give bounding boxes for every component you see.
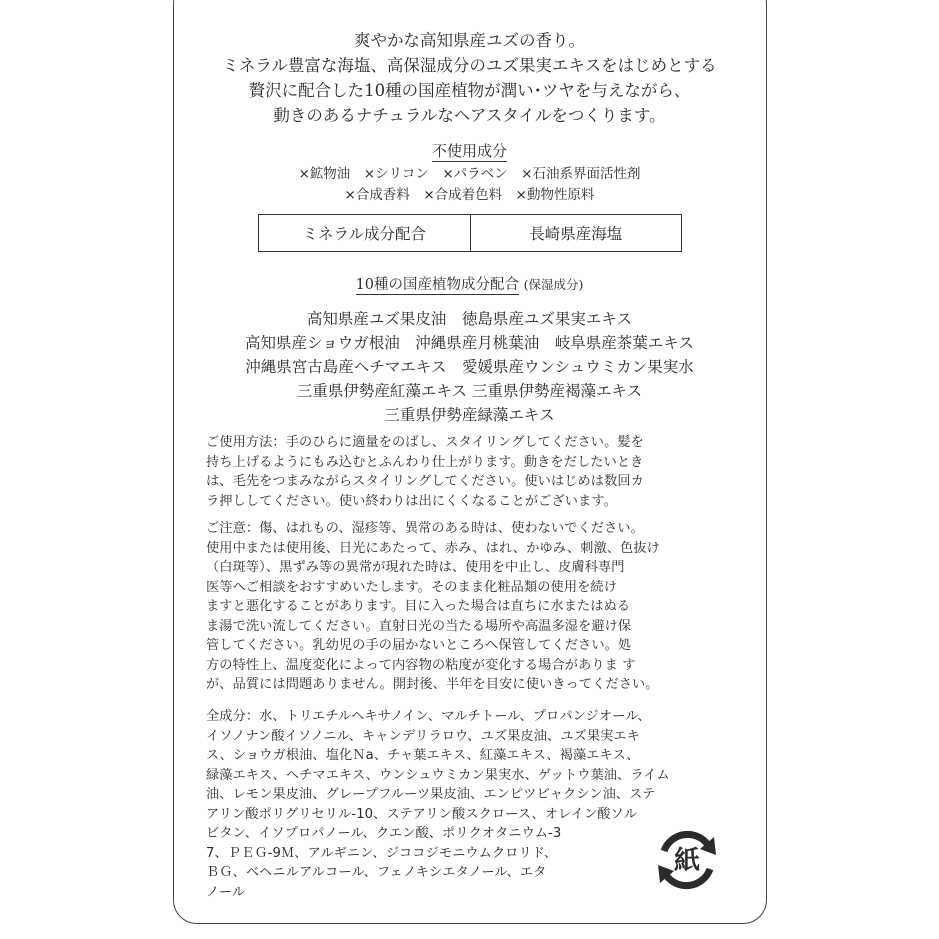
free-from-list [0, 164, 939, 206]
plants-line: 高知県産ショウガ根油 沖縄県産月桃葉油 岐阜県産茶葉エキス [245, 334, 694, 352]
plants-line: 高知県産ユズ果皮油 徳島県産ユズ果実エキス [306, 310, 633, 328]
intro-line: 動きのあるナチュラルなヘアスタイルをつくります。 [273, 106, 666, 125]
feature-table [258, 214, 682, 252]
recycle-label: 紙 [673, 846, 701, 876]
plants-heading [0, 275, 939, 295]
free-from-heading [0, 141, 939, 161]
usage-text: ご使用方法：手のひらに適量をのばし、スタイリングしてください。髪を 持ち上げるようにもみ込むとふんわり仕上がります。動きをだしたいとき は、毛先をつまみながらスタイリングしてください。使いはじめは数回カ ラ押ししてください。使い終わりは出にくくなることがございます。 [206, 435, 644, 509]
plants-title: 10種の国産植物成分配合 [355, 277, 520, 293]
paper-recycle-icon [650, 823, 724, 897]
intro-line: 贅沢に配合した10種の国産植物が潤い･ツヤを与えながら、 [248, 81, 691, 100]
intro-text [0, 28, 939, 128]
ingredients-text: 全成分：水、トリエチルヘキサノイン、マルチトール、プロパンジオール、 イソノナン酸イソノニル、キャンデリラロウ、ユズ果皮油、ユズ果実エキ ス、ショウガ根油、塩化Ｎa、チャ葉エキス、紅藻エキス、褐藻エキス、 緑藻エキス、ヘチマエキス、ウンシュウミカン果実水、ゲットウ葉油、ライム 油、レモン果皮油、グレープフルーツ果皮油、エンピツビャクシン油、ステ アリン酸ポリグリセリル-10、ステアリン酸スクロース、オレイン酸ソル ビタン、イソプロパノール、クエン酸、ポリクオタニウム-3 7、ＰＥＧ-9Ｍ、アルギニン、ジココジモニウムクロリド、 ＢＧ、ベヘニルアルコール、フェノキシエタノール、エタ ノール [206, 709, 670, 900]
plants-line: 三重県伊勢産緑藻エキス [384, 406, 555, 424]
plants-subtitle: (保湿成分) [523, 277, 584, 292]
feature-cell-sea-salt: 長崎県産海塩 [470, 215, 682, 251]
plants-line: 三重県伊勢産紅藻エキス 三重県伊勢産褐藻エキス [296, 382, 643, 400]
intro-line: 爽やかな高知県産ユズの香り。 [354, 31, 585, 50]
free-from-line: ×鉱物油 ×シリコン ×パラベン ×石油系界面活性剤 [298, 166, 641, 182]
intro-line: ミネラル豊富な海塩、高保湿成分のユズ果実エキスをはじめとする [222, 56, 717, 75]
caution-text: ご注意：傷、はれもの、湿疹等、異常のある時は、使わないでください。 使用中または使用後、日光にあたって、赤み、はれ、かゆみ、刺激、色抜け （白斑等）、黒ずみ等の異常が現れた時は、使用を中止し、皮膚科専門 医等へご相談をおすすめいたします。そのまま化粧品類の使用を続け ますと悪化することがあります。目に入った場合は直ちに水またはぬる ま湯で洗い流してください。直射日光の当たる場所や高温多湿を避け保 管してください。乳幼児の手の届かないところへ保管してください。処 方の特性上、温度変化によって内容物の粘度が変化する場合がありま す が、品質には問題ありません。開封後、半年を目安に使いきってください。 [206, 521, 660, 692]
feature-cell-minerals: ミネラル成分配合 [302, 225, 427, 243]
plants-list [0, 307, 939, 427]
free-from-line: ×合成香料 ×合成着色料 ×動物性原料 [344, 187, 595, 203]
free-from-title: 不使用成分 [431, 142, 507, 160]
plants-line: 沖縄県宮古島産ヘチマエキス 愛媛県産ウンシュウミカン果実水 [245, 358, 694, 376]
